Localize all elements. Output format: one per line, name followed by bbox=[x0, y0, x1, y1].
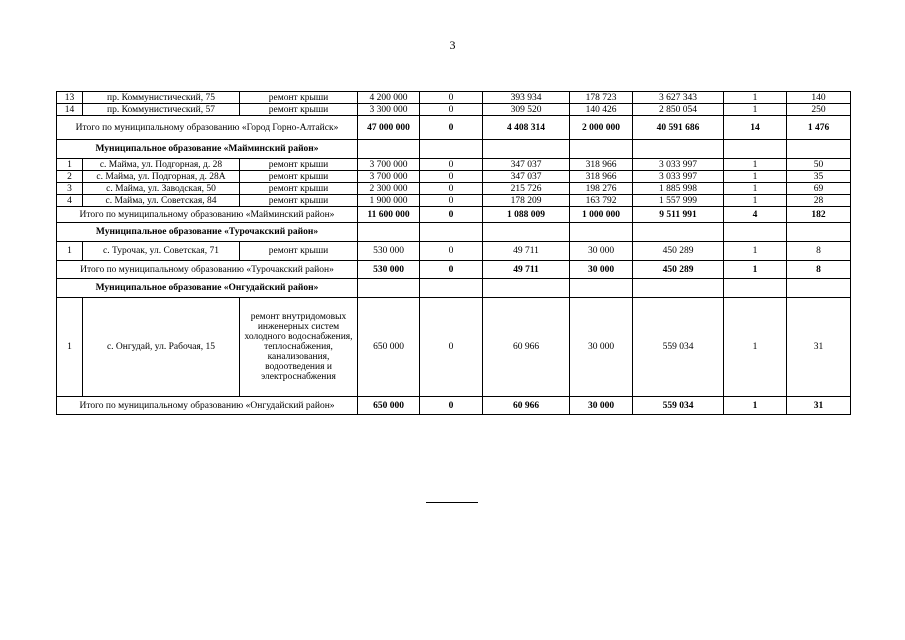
empty-cell bbox=[483, 223, 570, 242]
address-cell: с. Турочак, ул. Советская, 71 bbox=[83, 242, 240, 261]
value-cell: 30 000 bbox=[570, 298, 633, 397]
total-value-cell: 14 bbox=[724, 116, 787, 140]
value-cell: 30 000 bbox=[570, 242, 633, 261]
value-cell: 3 700 000 bbox=[358, 159, 420, 171]
address-cell: с. Онгудай, ул. Рабочая, 15 bbox=[83, 298, 240, 397]
value-cell: 3 033 997 bbox=[633, 171, 724, 183]
value-cell: 60 966 bbox=[483, 298, 570, 397]
address-cell: с. Майма, ул. Подгорная, д. 28А bbox=[83, 171, 240, 183]
row-number: 1 bbox=[57, 298, 83, 397]
total-value-cell: 47 000 000 bbox=[358, 116, 420, 140]
value-cell: 3 300 000 bbox=[358, 104, 420, 116]
empty-cell bbox=[358, 279, 420, 298]
value-cell: 0 bbox=[420, 298, 483, 397]
section-title: Муниципальное образование «Онгудайский район» bbox=[57, 279, 358, 298]
total-label: Итого по муниципальному образованию «Майминский район» bbox=[57, 207, 358, 223]
empty-cell bbox=[570, 223, 633, 242]
table-row bbox=[57, 159, 851, 171]
total-value-cell: 30 000 bbox=[570, 261, 633, 279]
total-value-cell: 559 034 bbox=[633, 397, 724, 415]
table-row bbox=[57, 104, 851, 116]
work-type-cell: ремонт крыши bbox=[240, 183, 358, 195]
total-value-cell: 1 000 000 bbox=[570, 207, 633, 223]
value-cell: 1 900 000 bbox=[358, 195, 420, 207]
value-cell: 347 037 bbox=[483, 171, 570, 183]
total-value-cell: 450 289 bbox=[633, 261, 724, 279]
total-value-cell: 2 000 000 bbox=[570, 116, 633, 140]
value-cell: 0 bbox=[420, 195, 483, 207]
value-cell: 1 bbox=[724, 104, 787, 116]
row-number: 14 bbox=[57, 104, 83, 116]
value-cell: 163 792 bbox=[570, 195, 633, 207]
address-cell: с. Майма, ул. Заводская, 50 bbox=[83, 183, 240, 195]
total-value-cell: 530 000 bbox=[358, 261, 420, 279]
work-type-cell: ремонт крыши bbox=[240, 104, 358, 116]
total-value-cell: 11 600 000 bbox=[358, 207, 420, 223]
address-cell: с. Майма, ул. Советская, 84 bbox=[83, 195, 240, 207]
empty-cell bbox=[724, 279, 787, 298]
total-value-cell: 650 000 bbox=[358, 397, 420, 415]
total-value-cell: 9 511 991 bbox=[633, 207, 724, 223]
work-type-cell: ремонт крыши bbox=[240, 92, 358, 104]
total-label: Итого по муниципальному образованию «Город Горно-Алтайск» bbox=[57, 116, 358, 140]
total-value-cell: 8 bbox=[787, 261, 851, 279]
table-row bbox=[57, 92, 851, 104]
value-cell: 3 033 997 bbox=[633, 159, 724, 171]
row-number: 4 bbox=[57, 195, 83, 207]
value-cell: 530 000 bbox=[358, 242, 420, 261]
value-cell: 1 bbox=[724, 298, 787, 397]
value-cell: 393 934 bbox=[483, 92, 570, 104]
page-number: 3 bbox=[449, 38, 456, 52]
total-label: Итого по муниципальному образованию «Турочакский район» bbox=[57, 261, 358, 279]
empty-cell bbox=[420, 223, 483, 242]
empty-cell bbox=[358, 140, 420, 159]
value-cell: 1 bbox=[724, 242, 787, 261]
address-cell: пр. Коммунистический, 75 bbox=[83, 92, 240, 104]
empty-cell bbox=[483, 279, 570, 298]
value-cell: 0 bbox=[420, 92, 483, 104]
row-number: 1 bbox=[57, 242, 83, 261]
section-title: Муниципальное образование «Майминский район» bbox=[57, 140, 358, 159]
value-cell: 198 276 bbox=[570, 183, 633, 195]
value-cell: 2 300 000 bbox=[358, 183, 420, 195]
footer-separator bbox=[426, 502, 478, 503]
value-cell: 1 557 999 bbox=[633, 195, 724, 207]
empty-cell bbox=[787, 279, 851, 298]
value-cell: 1 885 998 bbox=[633, 183, 724, 195]
table-row bbox=[57, 242, 851, 261]
empty-cell bbox=[724, 140, 787, 159]
total-value-cell: 1 bbox=[724, 261, 787, 279]
value-cell: 8 bbox=[787, 242, 851, 261]
value-cell: 28 bbox=[787, 195, 851, 207]
total-row bbox=[57, 261, 851, 279]
value-cell: 1 bbox=[724, 159, 787, 171]
table-row bbox=[57, 183, 851, 195]
value-cell: 318 966 bbox=[570, 159, 633, 171]
total-value-cell: 0 bbox=[420, 116, 483, 140]
row-number: 2 bbox=[57, 171, 83, 183]
value-cell: 309 520 bbox=[483, 104, 570, 116]
row-number: 3 bbox=[57, 183, 83, 195]
total-row bbox=[57, 397, 851, 415]
value-cell: 0 bbox=[420, 104, 483, 116]
table-row bbox=[57, 195, 851, 207]
table-body bbox=[57, 92, 851, 415]
value-cell: 0 bbox=[420, 242, 483, 261]
value-cell: 3 700 000 bbox=[358, 171, 420, 183]
value-cell: 178 209 bbox=[483, 195, 570, 207]
work-type-cell: ремонт крыши bbox=[240, 159, 358, 171]
total-row bbox=[57, 207, 851, 223]
value-cell: 347 037 bbox=[483, 159, 570, 171]
total-value-cell: 182 bbox=[787, 207, 851, 223]
row-number: 13 bbox=[57, 92, 83, 104]
total-value-cell: 60 966 bbox=[483, 397, 570, 415]
total-value-cell: 0 bbox=[420, 397, 483, 415]
value-cell: 2 850 054 bbox=[633, 104, 724, 116]
empty-cell bbox=[420, 279, 483, 298]
table-row bbox=[57, 171, 851, 183]
work-type-cell: ремонт крыши bbox=[240, 242, 358, 261]
table-row bbox=[57, 298, 851, 397]
total-label: Итого по муниципальному образованию «Онгудайский район» bbox=[57, 397, 358, 415]
value-cell: 140 426 bbox=[570, 104, 633, 116]
work-type-cell: ремонт крыши bbox=[240, 171, 358, 183]
total-value-cell: 1 088 009 bbox=[483, 207, 570, 223]
value-cell: 559 034 bbox=[633, 298, 724, 397]
total-value-cell: 1 476 bbox=[787, 116, 851, 140]
empty-cell bbox=[358, 223, 420, 242]
section-header-row bbox=[57, 279, 851, 298]
total-value-cell: 0 bbox=[420, 261, 483, 279]
empty-cell bbox=[724, 223, 787, 242]
value-cell: 1 bbox=[724, 171, 787, 183]
empty-cell bbox=[570, 279, 633, 298]
section-header-row bbox=[57, 140, 851, 159]
total-value-cell: 4 408 314 bbox=[483, 116, 570, 140]
total-row bbox=[57, 116, 851, 140]
value-cell: 1 bbox=[724, 195, 787, 207]
value-cell: 3 627 343 bbox=[633, 92, 724, 104]
repair-table bbox=[56, 91, 851, 415]
value-cell: 0 bbox=[420, 171, 483, 183]
total-value-cell: 31 bbox=[787, 397, 851, 415]
value-cell: 0 bbox=[420, 159, 483, 171]
total-value-cell: 1 bbox=[724, 397, 787, 415]
address-cell: с. Майма, ул. Подгорная, д. 28 bbox=[83, 159, 240, 171]
section-title: Муниципальное образование «Турочакский район» bbox=[57, 223, 358, 242]
empty-cell bbox=[633, 279, 724, 298]
empty-cell bbox=[787, 140, 851, 159]
work-type-cell: ремонт внутридомовых инженерных систем холодного водоснабжения, теплоснабжения, канализования, водоотведения и электроснабжения bbox=[240, 298, 358, 397]
value-cell: 318 966 bbox=[570, 171, 633, 183]
empty-cell bbox=[633, 223, 724, 242]
value-cell: 35 bbox=[787, 171, 851, 183]
empty-cell bbox=[420, 140, 483, 159]
empty-cell bbox=[633, 140, 724, 159]
row-number: 1 bbox=[57, 159, 83, 171]
address-cell: пр. Коммунистический, 57 bbox=[83, 104, 240, 116]
total-value-cell: 40 591 686 bbox=[633, 116, 724, 140]
value-cell: 1 bbox=[724, 183, 787, 195]
work-type-cell: ремонт крыши bbox=[240, 195, 358, 207]
value-cell: 650 000 bbox=[358, 298, 420, 397]
empty-cell bbox=[787, 223, 851, 242]
value-cell: 1 bbox=[724, 92, 787, 104]
total-value-cell: 4 bbox=[724, 207, 787, 223]
value-cell: 31 bbox=[787, 298, 851, 397]
value-cell: 215 726 bbox=[483, 183, 570, 195]
value-cell: 250 bbox=[787, 104, 851, 116]
total-value-cell: 0 bbox=[420, 207, 483, 223]
value-cell: 450 289 bbox=[633, 242, 724, 261]
total-value-cell: 30 000 bbox=[570, 397, 633, 415]
value-cell: 4 200 000 bbox=[358, 92, 420, 104]
value-cell: 50 bbox=[787, 159, 851, 171]
total-value-cell: 49 711 bbox=[483, 261, 570, 279]
value-cell: 49 711 bbox=[483, 242, 570, 261]
empty-cell bbox=[570, 140, 633, 159]
value-cell: 140 bbox=[787, 92, 851, 104]
empty-cell bbox=[483, 140, 570, 159]
value-cell: 178 723 bbox=[570, 92, 633, 104]
value-cell: 69 bbox=[787, 183, 851, 195]
section-header-row bbox=[57, 223, 851, 242]
value-cell: 0 bbox=[420, 183, 483, 195]
